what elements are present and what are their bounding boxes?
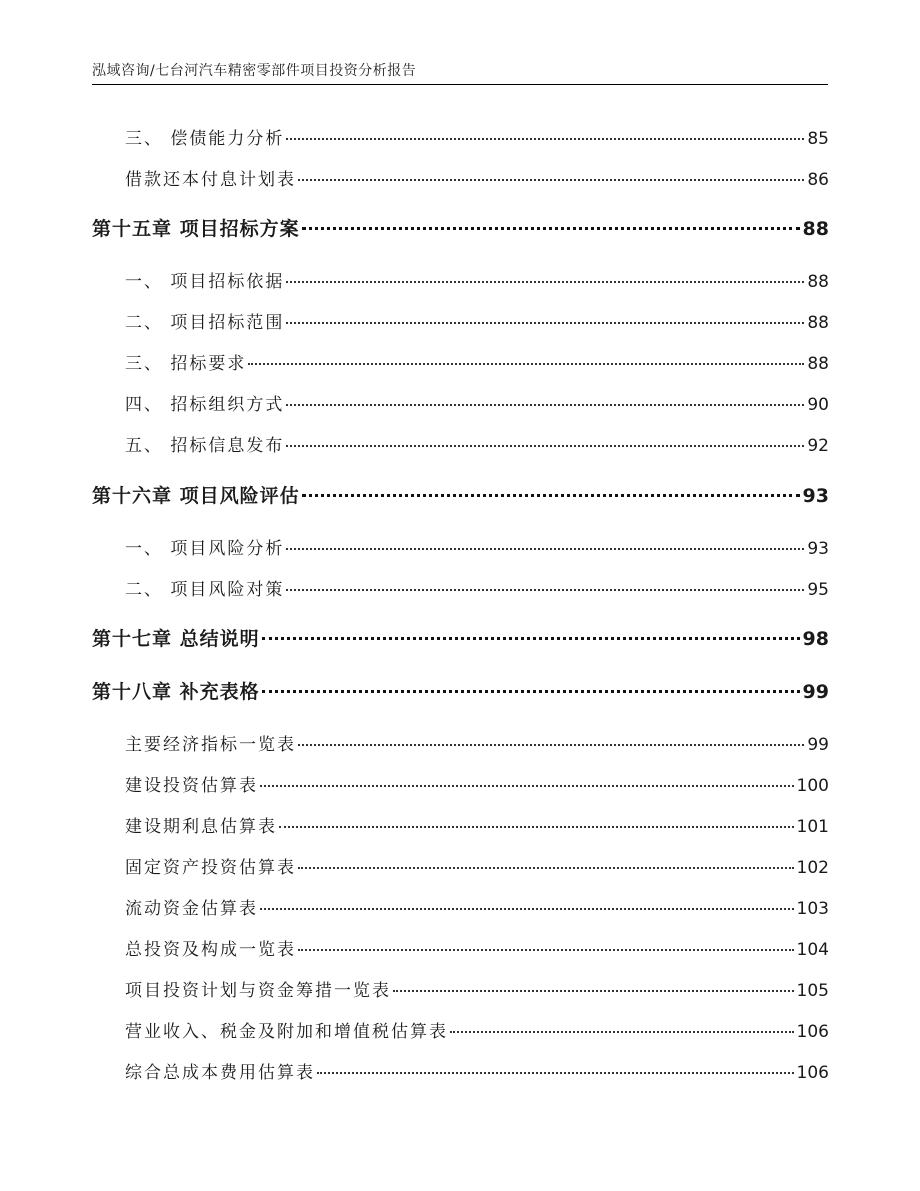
toc-leader-dots [450,1031,794,1033]
toc-entry-page: 104 [796,940,829,960]
toc-entry[interactable] [125,894,829,918]
toc-entry-page: 92 [807,436,829,456]
toc-entry-page: 88 [807,272,829,292]
toc-entry-title: 流动资金估算表 [125,899,258,919]
toc-leader-dots [262,637,800,640]
toc-chapter-entry[interactable] [92,624,829,650]
toc-entry[interactable] [125,349,829,373]
toc-entry-page: 88 [802,218,829,240]
toc-leader-dots [286,548,804,550]
toc-entry[interactable] [125,771,829,795]
toc-leader-dots [262,690,800,693]
toc-entry[interactable] [125,124,829,148]
toc-entry-title: 建设投资估算表 [125,776,258,796]
toc-entry-title: 二、 项目招标范围 [125,313,285,333]
toc-entry-page: 85 [807,129,829,149]
toc-entry[interactable] [125,730,829,754]
toc-entry-title: 三、 偿债能力分析 [125,129,285,149]
toc-entry-page: 90 [807,395,829,415]
toc-chapter-entry[interactable] [92,481,829,507]
toc-leader-dots [298,179,804,181]
toc-leader-dots [317,1072,794,1074]
toc-entry[interactable] [125,1058,829,1082]
toc-entry[interactable] [125,853,829,877]
toc-leader-dots [286,138,804,140]
toc-entry-title: 借款还本付息计划表 [125,170,296,190]
toc-leader-dots [286,322,804,324]
toc-chapter-entry[interactable] [92,214,829,240]
toc-entry-page: 100 [796,776,829,796]
toc-entry-page: 98 [802,628,829,650]
toc-entry-title: 三、 招标要求 [125,354,247,374]
toc-entry-page: 86 [807,170,829,190]
toc-entry[interactable] [125,935,829,959]
toc-entry-title: 第十七章 总结说明 [92,628,260,650]
toc-entry-page: 88 [807,313,829,333]
toc-entry[interactable] [125,390,829,414]
toc-entry-title: 主要经济指标一览表 [125,735,296,755]
toc-entry-page: 106 [796,1022,829,1042]
toc-entry-page: 105 [796,981,829,1001]
toc-leader-dots [279,826,794,828]
toc-entry-title: 建设期利息估算表 [125,817,277,837]
toc-entry-page: 93 [802,485,829,507]
toc-entry[interactable] [125,165,829,189]
toc-entry-title: 总投资及构成一览表 [125,940,296,960]
toc-entry-page: 106 [796,1063,829,1083]
toc-entry-page: 99 [807,735,829,755]
toc-entry-title: 五、 招标信息发布 [125,436,285,456]
toc-entry-title: 一、 项目风险分析 [125,539,285,559]
toc-leader-dots [302,494,800,497]
toc-leader-dots [260,785,794,787]
toc-entry-title: 项目投资计划与资金筹措一览表 [125,981,391,1001]
toc-leader-dots [286,281,804,283]
toc-entry[interactable] [125,431,829,455]
toc-entry-page: 103 [796,899,829,919]
toc-leader-dots [298,867,794,869]
toc-entry-title: 二、 项目风险对策 [125,580,285,600]
toc-leader-dots [248,363,804,365]
toc-leader-dots [286,404,804,406]
toc-entry-title: 营业收入、税金及附加和增值税估算表 [125,1022,448,1042]
toc-entry-title: 一、 项目招标依据 [125,272,285,292]
toc-entry-page: 101 [796,817,829,837]
toc-entry-title: 固定资产投资估算表 [125,858,296,878]
toc-leader-dots [302,227,800,230]
toc-leader-dots [393,990,794,992]
toc-entry-page: 88 [807,354,829,374]
toc-entry[interactable] [125,308,829,332]
toc-entry-page: 102 [796,858,829,878]
toc-entry-title: 综合总成本费用估算表 [125,1063,315,1083]
toc-entry-title: 第十五章 项目招标方案 [92,218,300,240]
toc-entry[interactable] [125,976,829,1000]
toc-entry[interactable] [125,812,829,836]
page-header: 泓域咨询/七台河汽车精密零部件项目投资分析报告 [92,63,417,79]
toc-leader-dots [298,949,794,951]
toc-entry-page: 99 [802,681,829,703]
toc-entry-page: 95 [807,580,829,600]
toc-chapter-entry[interactable] [92,677,829,703]
toc-entry[interactable] [125,575,829,599]
toc-entry-title: 第十六章 项目风险评估 [92,485,300,507]
header-rule [92,84,828,85]
toc-entry[interactable] [125,1017,829,1041]
toc-leader-dots [286,589,804,591]
toc-entry-title: 四、 招标组织方式 [125,395,285,415]
toc-leader-dots [298,744,804,746]
toc-entry[interactable] [125,534,829,558]
toc-leader-dots [260,908,794,910]
toc-leader-dots [286,445,804,447]
toc-entry-title: 第十八章 补充表格 [92,681,260,703]
toc-entry-page: 93 [807,539,829,559]
toc-entry[interactable] [125,267,829,291]
